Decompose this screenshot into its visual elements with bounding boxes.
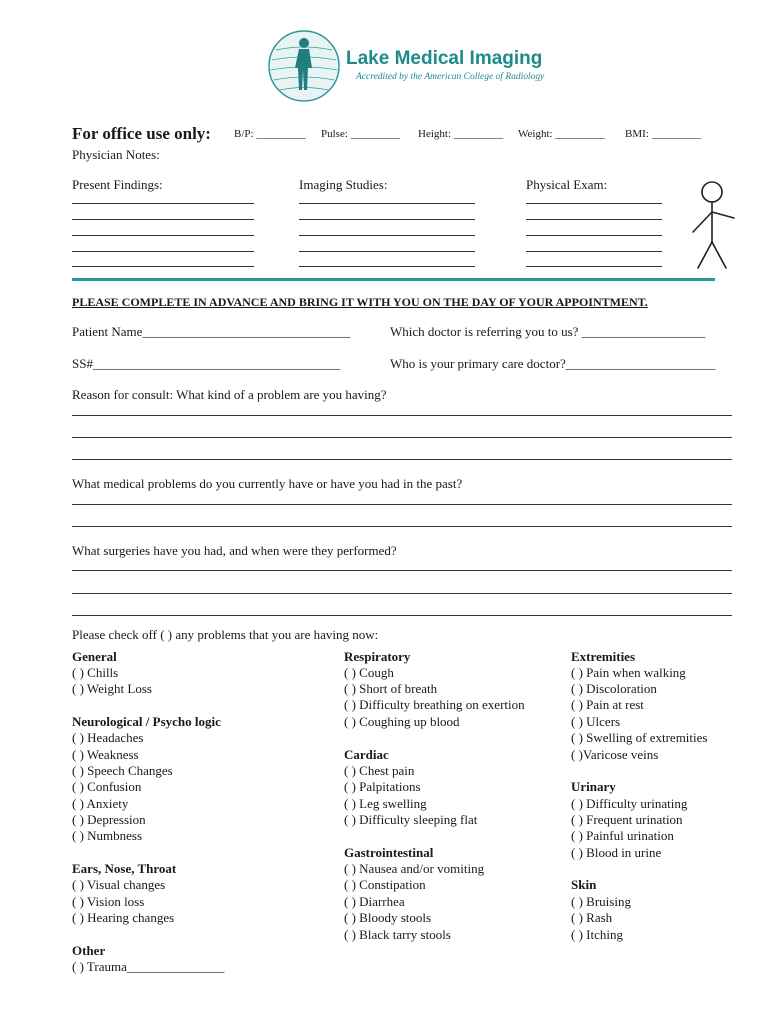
patient-name-field[interactable]: Patient Name________________________________ bbox=[72, 324, 351, 339]
note-line[interactable] bbox=[72, 203, 254, 204]
symptom-coughing-blood[interactable]: ( ) Coughing up blood bbox=[344, 714, 460, 729]
symptom-confusion[interactable]: ( ) Confusion bbox=[72, 779, 142, 794]
urinary-title: Urinary bbox=[571, 779, 616, 794]
symptom-difficulty-urinating[interactable]: ( ) Difficulty urinating bbox=[571, 796, 688, 811]
symptom-numbness[interactable]: ( ) Numbness bbox=[72, 828, 143, 843]
answer-line[interactable] bbox=[72, 459, 732, 460]
symptom-vision-loss[interactable]: ( ) Vision loss bbox=[72, 894, 145, 909]
answer-line[interactable] bbox=[72, 570, 732, 571]
symptom-bloody-stools[interactable]: ( ) Bloody stools bbox=[344, 910, 432, 925]
general-title: General bbox=[72, 649, 117, 664]
symptom-anxiety[interactable]: ( ) Anxiety bbox=[72, 796, 129, 811]
symptom-nausea[interactable]: ( ) Nausea and/or vomiting bbox=[344, 861, 485, 876]
referring-doctor-field[interactable]: Which doctor is referring you to us? ___________________ bbox=[390, 324, 706, 339]
symptom-headaches[interactable]: ( ) Headaches bbox=[72, 730, 144, 745]
note-line[interactable] bbox=[526, 251, 662, 252]
note-line[interactable] bbox=[72, 266, 254, 267]
symptom-constipation[interactable]: ( ) Constipation bbox=[344, 877, 426, 892]
symptom-chest-pain[interactable]: ( ) Chest pain bbox=[344, 763, 415, 778]
symptom-bruising[interactable]: ( ) Bruising bbox=[571, 894, 631, 909]
answer-line[interactable] bbox=[72, 593, 732, 594]
note-line[interactable] bbox=[299, 235, 475, 236]
symptom-palpitations[interactable]: ( ) Palpitations bbox=[344, 779, 421, 794]
height-field[interactable]: Height: _________ bbox=[418, 128, 504, 140]
symptom-pain-rest[interactable]: ( ) Pain at rest bbox=[571, 697, 644, 712]
symptom-painful-urination[interactable]: ( ) Painful urination bbox=[571, 828, 674, 843]
weight-field[interactable]: Weight: _________ bbox=[518, 128, 605, 140]
symptom-visual-changes[interactable]: ( ) Visual changes bbox=[72, 877, 166, 892]
note-line[interactable] bbox=[526, 235, 662, 236]
symptom-rash[interactable]: ( ) Rash bbox=[571, 910, 613, 925]
present-findings-label: Present Findings: bbox=[72, 177, 163, 192]
ent-title: Ears, Nose, Throat bbox=[72, 861, 177, 876]
symptom-black-stools[interactable]: ( ) Black tarry stools bbox=[344, 927, 451, 942]
primary-care-field[interactable]: Who is your primary care doctor?_______________________ bbox=[390, 356, 716, 371]
note-line[interactable] bbox=[299, 266, 475, 267]
symptom-speech-changes[interactable]: ( ) Speech Changes bbox=[72, 763, 173, 778]
imaging-studies-label: Imaging Studies: bbox=[299, 177, 388, 192]
symptom-pain-walking[interactable]: ( ) Pain when walking bbox=[571, 665, 686, 680]
ssn-field[interactable]: SS#______________________________________ bbox=[72, 356, 340, 371]
other-title: Other bbox=[72, 943, 106, 958]
symptom-leg-swelling[interactable]: ( ) Leg swelling bbox=[344, 796, 427, 811]
answer-line[interactable] bbox=[72, 415, 732, 416]
physician-notes-label: Physician Notes: bbox=[72, 147, 160, 162]
respiratory-title: Respiratory bbox=[344, 649, 411, 664]
note-line[interactable] bbox=[299, 203, 475, 204]
symptom-frequent-urination[interactable]: ( ) Frequent urination bbox=[571, 812, 683, 827]
section-divider bbox=[72, 278, 715, 281]
symptom-cough[interactable]: ( ) Cough bbox=[344, 665, 394, 680]
answer-line[interactable] bbox=[72, 437, 732, 438]
skin-title: Skin bbox=[571, 877, 597, 892]
cardiac-title: Cardiac bbox=[344, 747, 389, 762]
company-tagline: Accredited by the American College of Radiology bbox=[356, 72, 545, 82]
symptom-hearing-changes[interactable]: ( ) Hearing changes bbox=[72, 910, 175, 925]
symptom-itching[interactable]: ( ) Itching bbox=[571, 927, 623, 942]
note-line[interactable] bbox=[526, 219, 662, 220]
answer-line[interactable] bbox=[72, 526, 732, 527]
instructions: PLEASE COMPLETE IN ADVANCE AND BRING IT WITH YOU ON THE DAY OF YOUR APPOINTMENT. bbox=[72, 295, 648, 309]
body-figure-icon[interactable] bbox=[690, 180, 742, 272]
medical-question: What medical problems do you currently have or have you had in the past? bbox=[72, 476, 463, 491]
symptom-varicose-veins[interactable]: ( )Varicose veins bbox=[571, 747, 659, 762]
checkoff-instructions: Please check off ( ) any problems that you are having now: bbox=[72, 627, 379, 642]
note-line[interactable] bbox=[299, 219, 475, 220]
answer-line[interactable] bbox=[72, 504, 732, 505]
symptom-swelling-extremities[interactable]: ( ) Swelling of extremities bbox=[571, 730, 708, 745]
note-line[interactable] bbox=[526, 266, 662, 267]
symptom-chills[interactable]: ( ) Chills bbox=[72, 665, 119, 680]
surgeries-question: What surgeries have you had, and when were they performed? bbox=[72, 543, 397, 558]
extremities-title: Extremities bbox=[571, 649, 636, 664]
physical-exam-label: Physical Exam: bbox=[526, 177, 608, 192]
note-line[interactable] bbox=[72, 219, 254, 220]
answer-line[interactable] bbox=[72, 615, 732, 616]
gi-title: Gastrointestinal bbox=[344, 845, 434, 860]
bp-field[interactable]: B/P: _________ bbox=[234, 128, 306, 140]
symptom-weakness[interactable]: ( ) Weakness bbox=[72, 747, 139, 762]
symptom-blood-urine[interactable]: ( ) Blood in urine bbox=[571, 845, 662, 860]
symptom-trauma[interactable]: ( ) Trauma_______________ bbox=[72, 959, 225, 974]
symptom-diarrhea[interactable]: ( ) Diarrhea bbox=[344, 894, 405, 909]
symptom-breathing-exertion[interactable]: ( ) Difficulty breathing on exertion bbox=[344, 697, 525, 712]
pulse-field[interactable]: Pulse: _________ bbox=[321, 128, 401, 140]
neuro-title: Neurological / Psycho logic bbox=[72, 714, 221, 729]
note-line[interactable] bbox=[299, 251, 475, 252]
symptom-sleeping-flat[interactable]: ( ) Difficulty sleeping flat bbox=[344, 812, 478, 827]
office-use-title: For office use only: bbox=[72, 124, 211, 143]
bmi-field[interactable]: BMI: _________ bbox=[625, 128, 702, 140]
symptom-discoloration[interactable]: ( ) Discoloration bbox=[571, 681, 657, 696]
symptom-depression[interactable]: ( ) Depression bbox=[72, 812, 146, 827]
note-line[interactable] bbox=[72, 235, 254, 236]
reason-question: Reason for consult: What kind of a problem are you having? bbox=[72, 387, 387, 402]
logo-emblem-icon bbox=[268, 30, 340, 102]
note-line[interactable] bbox=[526, 203, 662, 204]
symptom-weight-loss[interactable]: ( ) Weight Loss bbox=[72, 681, 152, 696]
symptom-short-of-breath[interactable]: ( ) Short of breath bbox=[344, 681, 438, 696]
logo bbox=[268, 30, 340, 107]
company-name: Lake Medical Imaging bbox=[346, 48, 543, 69]
note-line[interactable] bbox=[72, 251, 254, 252]
symptom-ulcers[interactable]: ( ) Ulcers bbox=[571, 714, 621, 729]
